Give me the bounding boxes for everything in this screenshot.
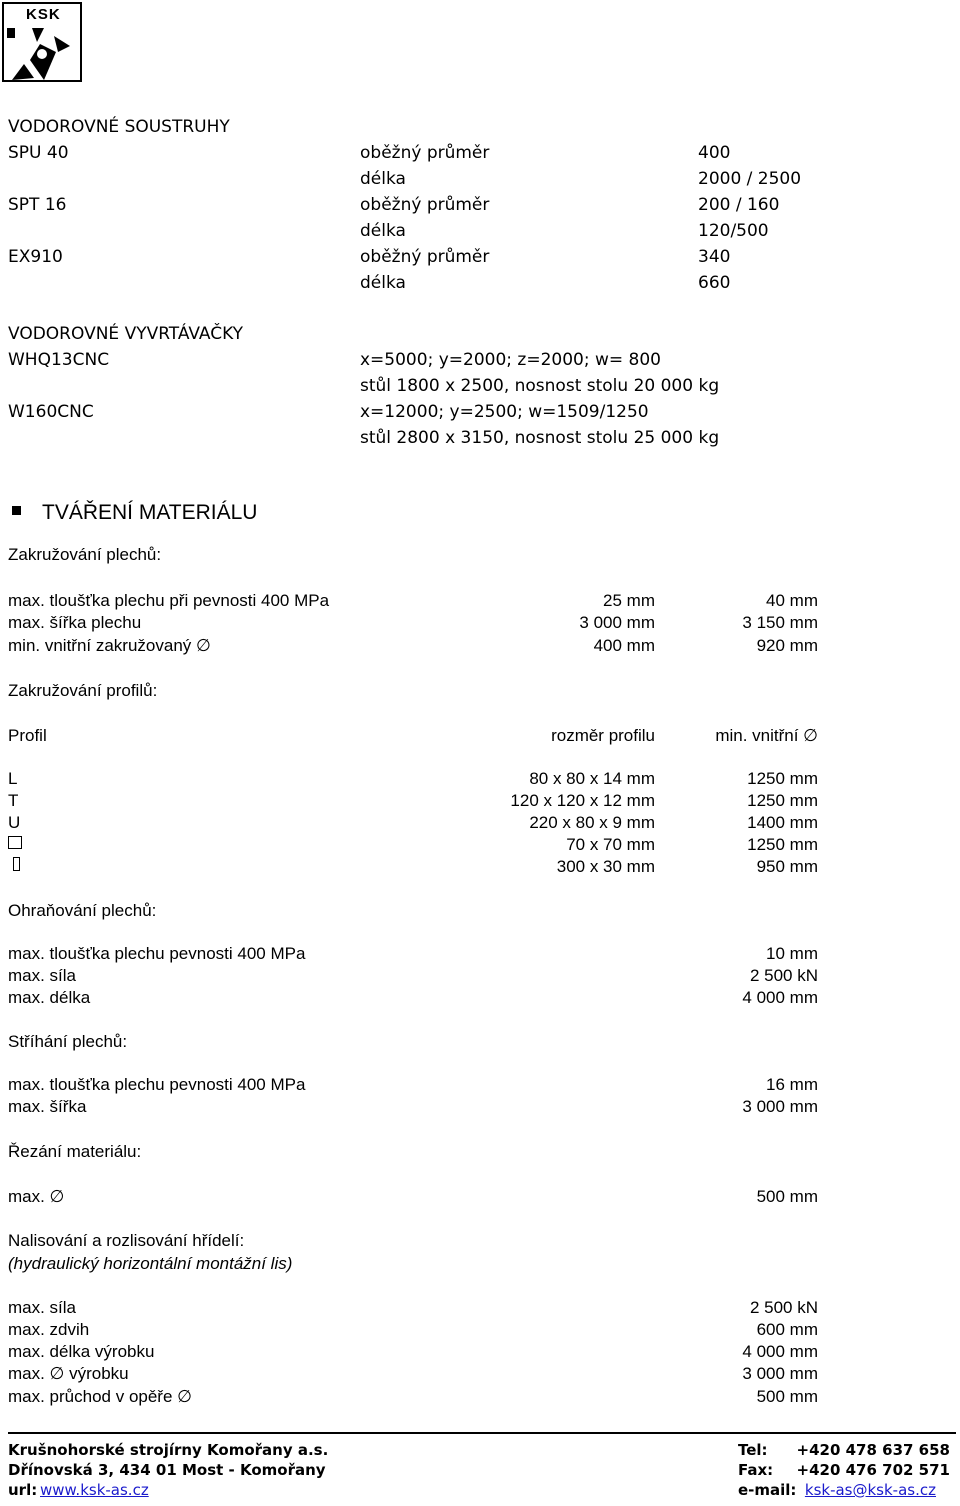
ksk-logo xyxy=(2,2,82,82)
column-header-profil: Profil xyxy=(8,726,47,745)
table-row-value: 220 x 80 x 9 mm xyxy=(529,813,655,832)
table-row-value: 3 000 mm xyxy=(742,1097,818,1116)
table-row-model: EX910 xyxy=(8,247,63,267)
table-row-value: 1400 mm xyxy=(747,813,818,832)
table-row-value: 2 500 kN xyxy=(749,966,818,985)
footer-divider xyxy=(8,1432,956,1434)
column-header-rozmer: rozměr profilu xyxy=(551,726,655,745)
table-row-label: max. ∅ výrobku xyxy=(8,1364,129,1383)
footer-tel: +420 478 637 658 xyxy=(796,1441,950,1459)
table-row-value: 920 mm xyxy=(756,636,818,655)
column-header-vnitrni: min. vnitřní ∅ xyxy=(715,726,818,745)
table-row-param: stůl 1800 x 2500, nosnost stolu 20 000 kg xyxy=(360,376,720,396)
soustruhy-title: VODOROVNÉ SOUSTRUHY xyxy=(8,117,230,137)
rezani-title: Řezání materiálu: xyxy=(8,1142,142,1161)
table-row-label: max. tloušťka plechu při pevnosti 400 MPa xyxy=(8,591,330,610)
table-row-value: 300 x 30 mm xyxy=(556,857,655,876)
table-row-value: 200 / 160 xyxy=(698,195,780,215)
table-row-value: 70 x 70 mm xyxy=(566,835,655,854)
table-row-label: max. šířka plechu xyxy=(8,613,142,632)
table-row-label: max. průchod v opěře ∅ xyxy=(8,1387,192,1406)
table-row-value: 660 xyxy=(698,273,731,293)
table-row-value: 25 mm xyxy=(603,591,655,610)
footer-fax: +420 476 702 571 xyxy=(796,1461,950,1479)
table-row-label: max. síla xyxy=(8,966,77,985)
footer-fax-label: Fax: xyxy=(738,1461,774,1479)
profile-u: U xyxy=(8,813,21,832)
footer-tel-label: Tel: xyxy=(738,1441,768,1459)
table-row-value: 4 000 mm xyxy=(742,1342,818,1361)
table-row-model: SPU 40 xyxy=(8,143,69,163)
nalisovani-title: Nalisování a rozlisování hřídelí: xyxy=(8,1231,245,1250)
table-row-value: 500 mm xyxy=(756,1187,818,1206)
footer-email-label: e-mail: xyxy=(738,1481,797,1499)
table-row-model: W160CNC xyxy=(8,402,94,422)
table-row-value: 3 000 mm xyxy=(579,613,655,632)
table-row-value: 120/500 xyxy=(698,221,769,241)
table-row-value: 2 500 kN xyxy=(749,1298,818,1317)
table-row-label: max. zdvih xyxy=(8,1320,90,1339)
table-row-value: 340 xyxy=(698,247,731,267)
table-row-value: 120 x 120 x 12 mm xyxy=(510,791,655,810)
table-row-param: délka xyxy=(360,221,406,241)
bullet-icon xyxy=(12,506,21,515)
profile-t: T xyxy=(8,791,19,810)
ksk-logo-icon xyxy=(4,22,80,82)
table-row-model: WHQ13CNC xyxy=(8,350,110,370)
table-row-param: délka xyxy=(360,273,406,293)
table-row-param: x=12000; y=2500; w=1509/1250 xyxy=(360,402,649,422)
table-row-value: 950 mm xyxy=(756,857,818,876)
table-row-param: oběžný průměr xyxy=(360,195,490,215)
table-row-model: SPT 16 xyxy=(8,195,67,215)
tvareni-title: TVÁŘENÍ MATERIÁLU xyxy=(42,501,258,524)
table-row-value: 400 xyxy=(698,143,731,163)
profily-title: Zakružování profilů: xyxy=(8,681,158,700)
table-row-param: oběžný průměr xyxy=(360,247,490,267)
table-row-param: oběžný průměr xyxy=(360,143,490,163)
table-row-label: max. délka xyxy=(8,988,91,1007)
table-row-value: 2000 / 2500 xyxy=(698,169,802,189)
table-row-value: 3 000 mm xyxy=(742,1364,818,1383)
table-row-label: min. vnitřní zakružovaný ∅ xyxy=(8,636,211,655)
table-row-value: 600 mm xyxy=(756,1320,818,1339)
footer-url-label: url: xyxy=(8,1481,38,1499)
table-row-param: stůl 2800 x 3150, nosnost stolu 25 000 kg xyxy=(360,428,720,448)
nalisovani-subtitle: (hydraulický horizontální montážní lis) xyxy=(8,1254,293,1273)
footer-address: Dřínovská 3, 434 01 Most - Komořany xyxy=(8,1461,326,1479)
strihani-title: Stříhání plechů: xyxy=(8,1032,128,1051)
footer-url-link[interactable]: www.ksk-as.cz xyxy=(40,1481,149,1499)
table-row-param: x=5000; y=2000; z=2000; w= 800 xyxy=(360,350,661,370)
plechy-title: Zakružování plechů: xyxy=(8,545,162,564)
vyvrtavacky-title: VODOROVNÉ VYVRTÁVAČKY xyxy=(8,324,244,344)
profile-l: L xyxy=(8,769,18,788)
square-profile-icon xyxy=(8,836,22,849)
table-row-value: 1250 mm xyxy=(747,835,818,854)
footer-email-link[interactable]: ksk-as@ksk-as.cz xyxy=(804,1481,936,1499)
ohranovani-title: Ohraňování plechů: xyxy=(8,901,157,920)
table-row-value: 400 mm xyxy=(593,636,655,655)
table-row-value: 80 x 80 x 14 mm xyxy=(529,769,655,788)
footer-company: Krušnohorské strojírny Komořany a.s. xyxy=(8,1441,329,1459)
table-row-value: 1250 mm xyxy=(747,769,818,788)
table-row-value: 1250 mm xyxy=(747,791,818,810)
table-row-label: max. ∅ xyxy=(8,1187,65,1206)
flat-profile-icon xyxy=(13,857,20,871)
logo-text: KSK xyxy=(26,6,61,23)
table-row-label: max. síla xyxy=(8,1298,77,1317)
table-row-param: délka xyxy=(360,169,406,189)
table-row-value: 10 mm xyxy=(766,944,818,963)
table-row-label: max. tloušťka plechu pevnosti 400 MPa xyxy=(8,1075,306,1094)
table-row-value: 40 mm xyxy=(766,591,818,610)
table-row-value: 500 mm xyxy=(756,1387,818,1406)
table-row-label: max. délka výrobku xyxy=(8,1342,155,1361)
table-row-value: 16 mm xyxy=(766,1075,818,1094)
table-row-label: max. tloušťka plechu pevnosti 400 MPa xyxy=(8,944,306,963)
table-row-label: max. šířka xyxy=(8,1097,87,1116)
table-row-value: 4 000 mm xyxy=(742,988,818,1007)
table-row-value: 3 150 mm xyxy=(742,613,818,632)
